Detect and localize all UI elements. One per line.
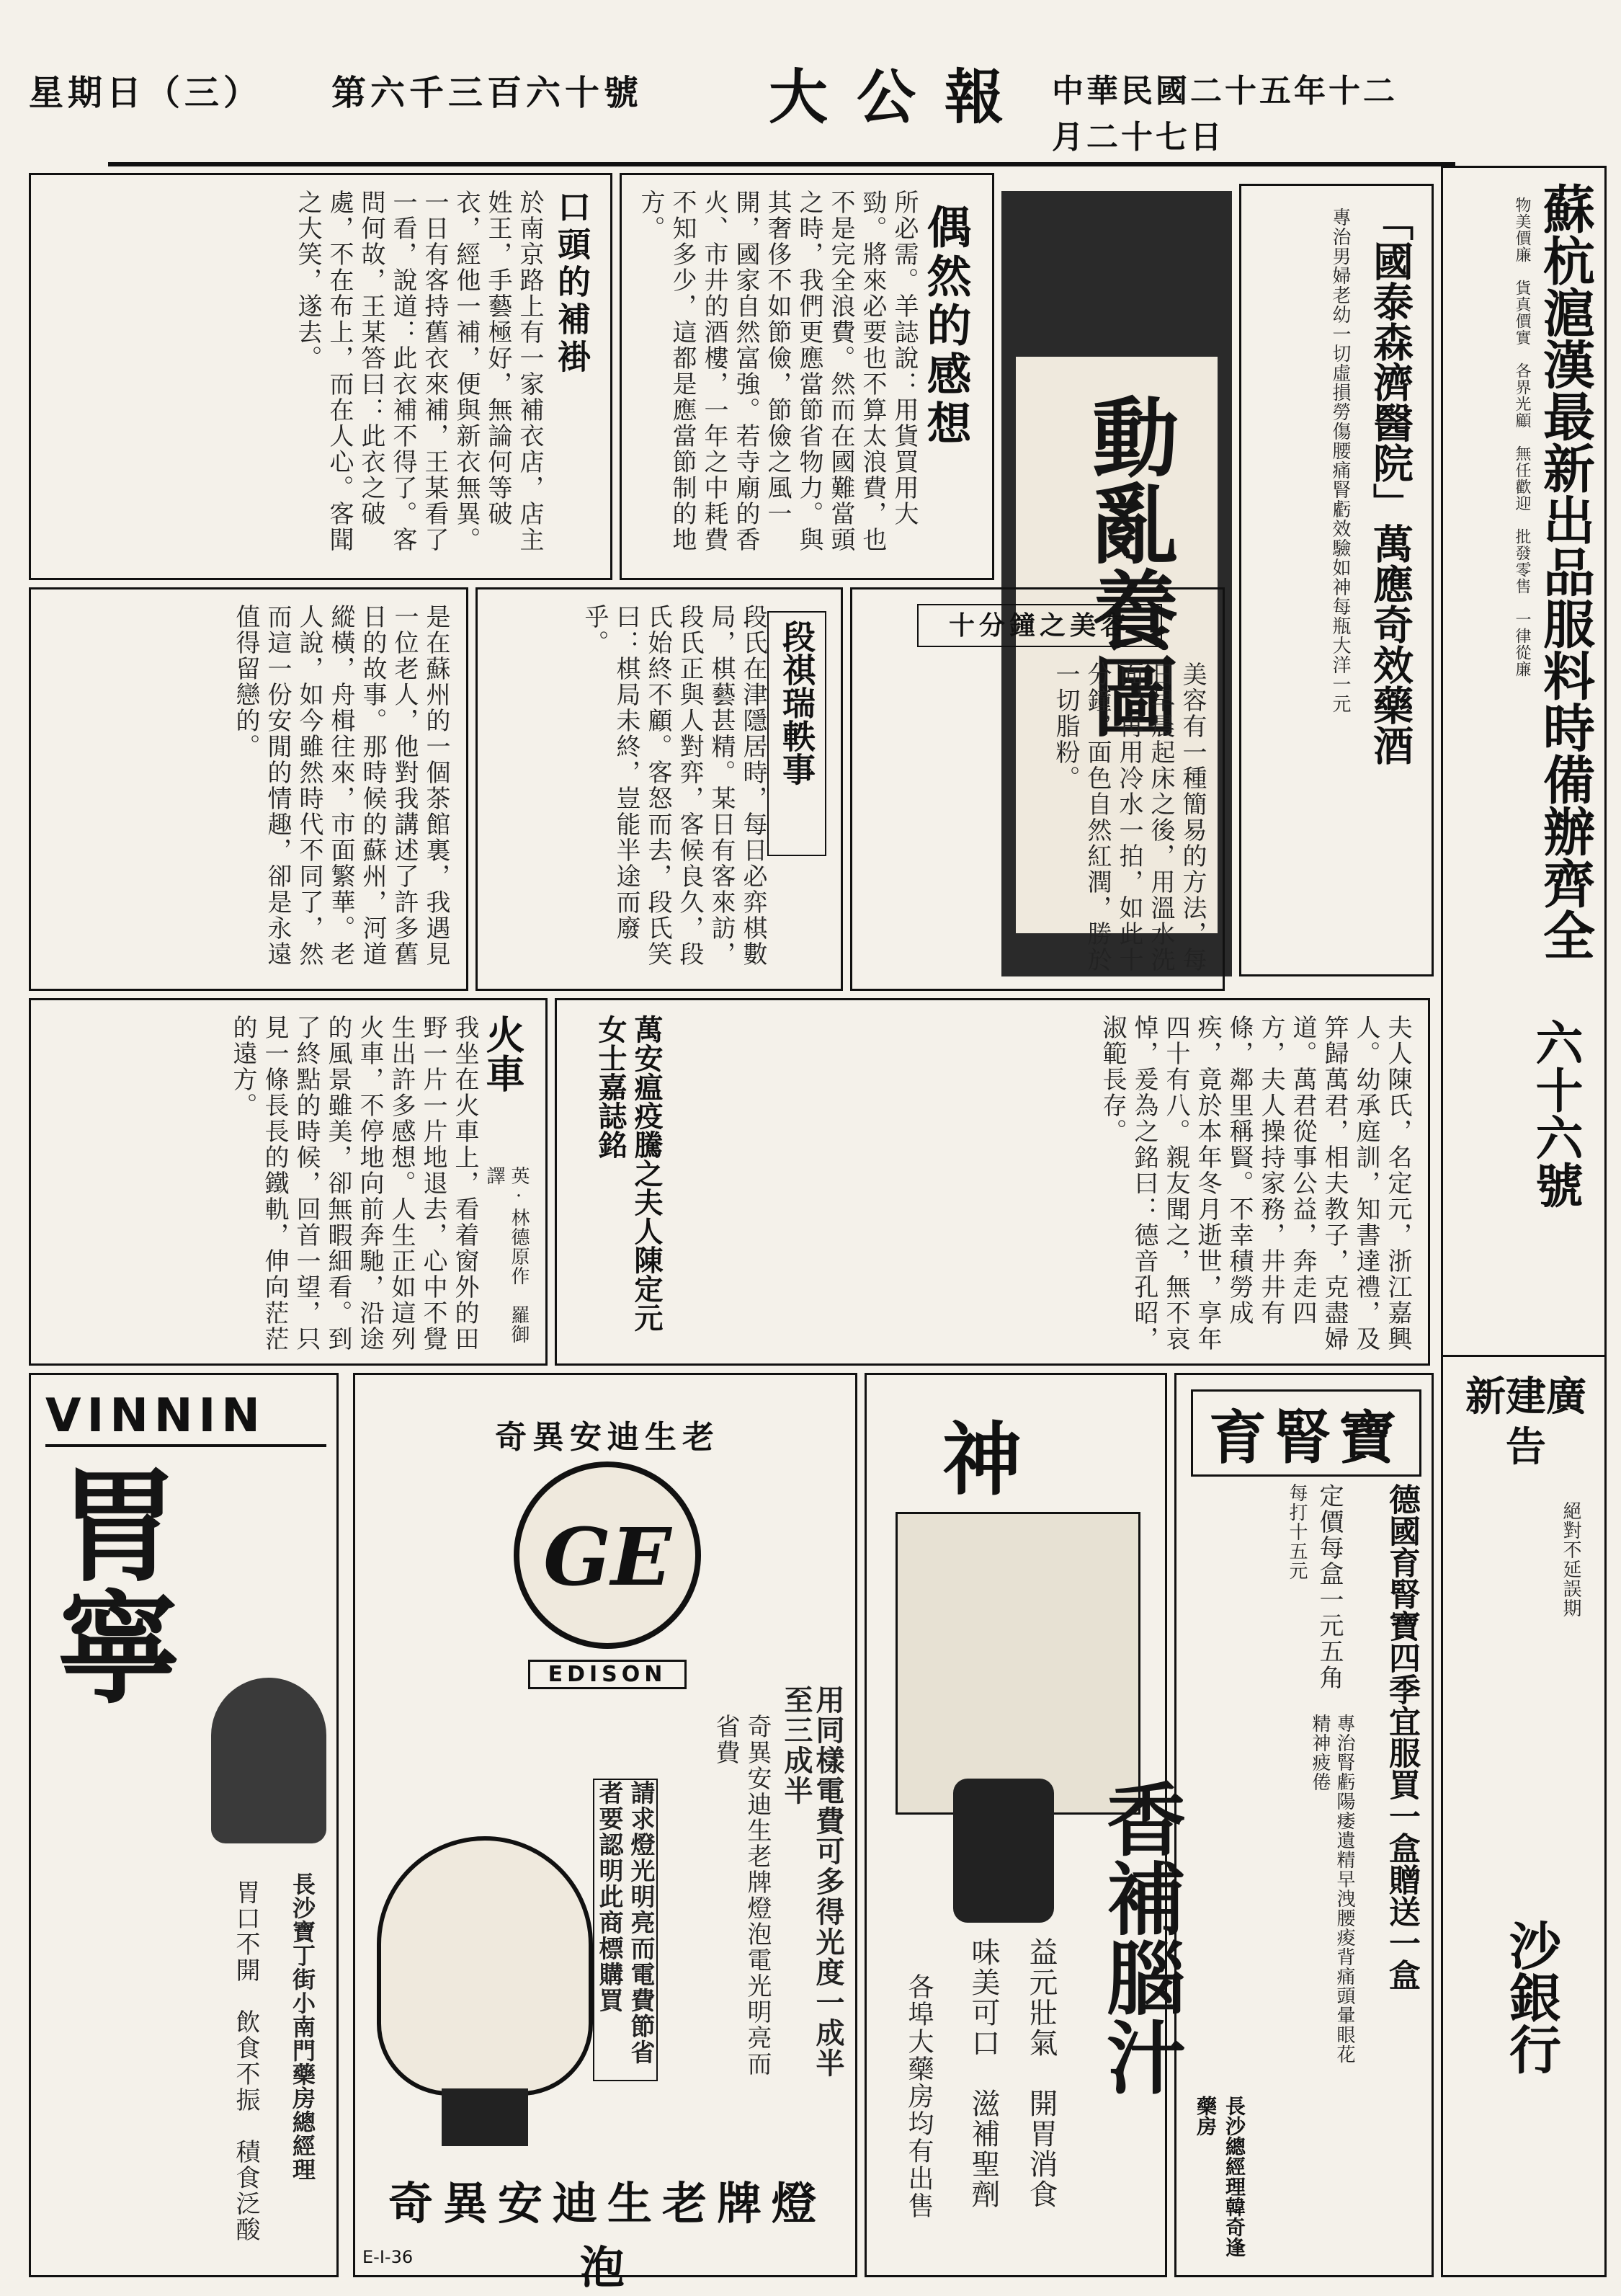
ad-bank-name: 沙銀行 xyxy=(1501,1919,1562,2075)
column-duan xyxy=(475,587,843,991)
column-accidental xyxy=(620,173,994,580)
column-oral xyxy=(29,173,612,580)
feature-ad-headline: 「國泰森濟醫院」萬應奇效藥酒 xyxy=(1367,200,1414,765)
ad-edison-line3: 請求燈光明亮而電費節省者要認明此商標購買 xyxy=(593,1779,658,2081)
column-train-body: 我坐在火車上，看着窗外的田野一片一片地退去，心中不覺生出許多感想。人生正如這列火車，不停地向前奔馳，沿途的風景雖美，卻無暇細看。到了終點的時候，回首一望，只見一條長長的鐵軌，伸向茫茫的遠方。 xyxy=(228,1015,479,1352)
column-wedding xyxy=(555,998,1430,1366)
column-accidental-title: 偶然的感想 xyxy=(919,204,972,449)
column-ten-minutes xyxy=(850,587,1225,991)
masthead-paper-name: 大公報 xyxy=(768,63,1032,132)
ad-edison-line2: 奇異安迪生老牌燈泡電光明亮而省費 xyxy=(711,1714,772,2077)
ad-medicine-product: 香補腦汁 xyxy=(1094,1779,1187,2096)
column-wedding-body: 夫人陳氏，名定元，浙江嘉興人。幼承庭訓，知書達禮，及笄歸萬君，相夫教子，克盡婦道。萬君從事公益，奔走四方，夫人操持家務，井井有條，鄰里稱賢。不幸積勞成疾，竟於本年冬月逝世，享年四十有八。親友聞之，無不哀悼，爰為之銘曰：德音孔昭，淑範長存。 xyxy=(1098,1015,1412,1352)
masthead-issue-line: 第六千三百六十號 xyxy=(331,73,643,113)
ad-kidney-price: 定價每盒一元五角 xyxy=(1315,1483,1344,1691)
ad-stomach-name: 胃寧 xyxy=(36,1461,180,1707)
feature-ad xyxy=(1239,184,1434,976)
ad-stomach-figure xyxy=(211,1678,326,1843)
column-ten-minutes-body: 美容有一種簡易的方法，每日早晨起床之後，用溫水洗面，再用冷水一拍，如此十分鐘，面色自然紅潤，勝於一切脂粉。 xyxy=(1051,662,1207,973)
right-column-title: 蘇杭滬漢最新出品服料時備辦齊全 xyxy=(1535,182,1596,961)
ad-stomach-slogan: 長沙寶丁街小南門藥房總經理 xyxy=(289,1872,316,2181)
ad-kidney-agent: 長沙總經理韓奇逢藥房 xyxy=(1194,2096,1246,2257)
ad-edison-logo xyxy=(514,1461,701,1649)
column-accidental-body: 所必需。羊誌說：用貨買用大勁。將來必要也不算太浪費，也不是完全浪費。然而在國難當頭之時，我們更應當節省物力。與其奢侈不如節儉，節儉之風一開，國家自然富強。若寺廟的香火、市井的酒樓，一年之中耗費不知多少，這都是應當節制的地方。 xyxy=(636,190,919,553)
ad-stomach-effects: 胃口不開 飲食不振 積食泛酸 xyxy=(231,1879,260,2243)
feature-banner-text: 動亂養圖 xyxy=(1078,393,1179,739)
right-column-issue: 六十六號 xyxy=(1527,1018,1584,1209)
column-duan-body: 段氏在津隱居時，每日必弈棋數局，棋藝甚精。某日有客來訪，段氏正與人對弈，客候良久，段氏始終不顧。客怒而去，段氏笑曰：棋局未終，豈能半途而廢乎。 xyxy=(580,604,767,967)
masthead-rule xyxy=(108,162,1455,166)
ad-edison-logo-text: GE xyxy=(543,1510,671,1603)
ad-medicine xyxy=(865,1373,1187,2277)
ad-edison-code: E-I-36 xyxy=(362,2247,414,2267)
ad-stomach xyxy=(29,1373,339,2277)
masthead-page-line: 星期日（三） xyxy=(29,73,263,113)
column-left-mid-body: 是在蘇州的一個茶館裏，我遇見一位老人，他對我講述了許多舊日的故事。那時候的蘇州，河道縱橫，舟楫往來，市面繁華。老人說，如今雖然時代不同了，然而這一份安閒的情趣，卻是永遠值得留戀的。 xyxy=(231,604,450,967)
ad-medicine-line3: 各埠大藥房均有出售 xyxy=(904,1973,934,2220)
ad-edison-bulb xyxy=(377,1836,593,2096)
ad-stomach-brand: VINNIN xyxy=(45,1389,326,1447)
ad-edison-logo-sub: EDISON xyxy=(528,1660,687,1689)
ad-edison-bottom: 奇異安迪生老牌燈泡 xyxy=(388,2177,826,2294)
column-ten-minutes-title: 十分鐘之美容 xyxy=(917,604,1162,647)
ad-kidney-sub-price: 每打十五元 xyxy=(1286,1483,1308,1580)
ad-kidney xyxy=(1174,1373,1434,2277)
ad-medicine-top: 神 xyxy=(942,1413,1094,1506)
ad-edison-line1: 用同樣電費可多得光度一成半至三成半 xyxy=(780,1685,845,2078)
column-train-title: 火車 xyxy=(480,1015,526,1093)
column-duan-title: 段祺瑞軼事 xyxy=(767,611,826,856)
column-wedding-title: 萬安瘟疫騰之夫人陳定元女士嘉誌銘 xyxy=(594,1015,664,1332)
ad-edison-brand-arc: 奇異安迪生老 xyxy=(495,1419,720,1456)
column-train-byline: 英·林德原作 羅御譯 xyxy=(483,1166,530,1344)
ad-medicine-bottle xyxy=(953,1779,1054,1923)
masthead-date-line: 中華民國二十五年十二月二十七日 xyxy=(1052,73,1398,156)
ad-medicine-picture xyxy=(896,1512,1140,1815)
ad-medicine-line2: 味美可口 滋補聖劑 xyxy=(967,1937,1000,2210)
column-oral-body: 於南京路上有一家補衣店，店主姓王，手藝極好，無論何等破衣，經他一補，便與新衣無異。一日有客持舊衣來補，王某看了一看，說道：此衣補不得了。客問何故，王某答曰：此衣之破處，不在布上，而在人心。客聞之大笑，遂去。 xyxy=(293,190,544,553)
ad-bank-title: 新建廣告 xyxy=(1465,1373,1586,1471)
ad-kidney-title: 育腎寶 xyxy=(1191,1389,1421,1477)
right-column-text: 物美價廉 貨真價實 各界光顧 無任歡迎 批發零售 一律從廉 xyxy=(1513,197,1531,677)
ad-edison xyxy=(353,1373,857,2294)
ad-edison-bulb-base xyxy=(442,2088,528,2146)
column-left-mid xyxy=(29,587,468,991)
column-oral-title: 口頭的補褂 xyxy=(553,190,591,377)
feature-ad-text: 專治男婦老幼一切虛損勞傷腰痛腎虧效驗如神每瓶大洋一元 xyxy=(1329,208,1351,713)
ad-kidney-headline: 德國育腎寶四季宜服買一盒贈送一盒 xyxy=(1383,1483,1420,1990)
column-train xyxy=(29,998,548,1366)
ad-bank-line: 絕對不延誤期 xyxy=(1560,1501,1581,1618)
ad-medicine-line1: 益元壯氣 開胃消食 xyxy=(1024,1937,1058,2210)
ad-bank xyxy=(1441,1355,1607,2277)
ad-kidney-body: 專治腎虧陽痿遺精早洩腰痠背痛頭暈眼花精神疲倦 xyxy=(1309,1714,1355,2064)
masthead xyxy=(29,43,1412,156)
